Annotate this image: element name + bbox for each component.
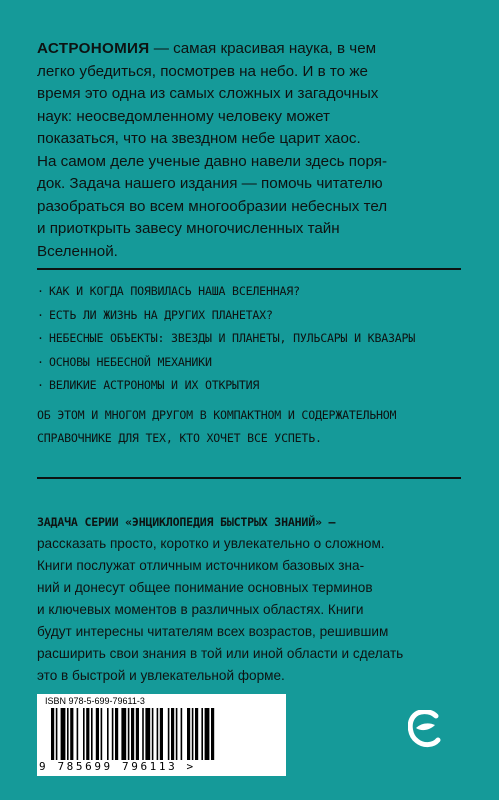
barcode-bar bbox=[205, 708, 210, 760]
barcode-bar bbox=[131, 708, 134, 760]
barcode-bar bbox=[61, 708, 66, 760]
barcode-bar bbox=[168, 708, 170, 760]
divider-top bbox=[37, 268, 461, 270]
bullet-marker: · bbox=[37, 331, 44, 346]
barcode-bar bbox=[83, 708, 85, 760]
topic-list bbox=[37, 283, 467, 401]
intro-paragraph bbox=[37, 38, 467, 263]
barcode bbox=[37, 694, 286, 776]
intro-line: легко убедиться, посмотрев на небо. И в то же bbox=[37, 62, 368, 80]
intro-line: время это одна из самых сложных и загадочных bbox=[37, 85, 379, 102]
barcode-bar bbox=[211, 708, 214, 760]
barcode-bar bbox=[86, 708, 89, 760]
barcode-bar bbox=[195, 708, 198, 760]
barcode-bar bbox=[142, 708, 144, 760]
barcode-bar bbox=[77, 708, 79, 760]
barcode-bar bbox=[115, 708, 118, 760]
barcode-bar bbox=[51, 708, 54, 760]
barcode-bar bbox=[192, 708, 194, 760]
about-text bbox=[37, 404, 467, 450]
list-item bbox=[37, 283, 467, 299]
barcode-bar bbox=[112, 708, 114, 760]
bullet-marker: · bbox=[37, 354, 44, 369]
intro-line: показаться, что на звездном небе царит хаос. bbox=[37, 130, 361, 147]
list-item-label: ЕСТЬ ЛИ ЖИЗНЬ НА ДРУГИХ ПЛАНЕТАХ? bbox=[49, 307, 273, 322]
divider-bottom bbox=[37, 477, 461, 479]
series-description bbox=[37, 511, 465, 687]
barcode-bar bbox=[157, 708, 159, 760]
barcode-bar bbox=[152, 708, 154, 760]
publisher-e-logo-icon bbox=[408, 710, 442, 748]
series-line: и ключевых моментов в различных областях. Книги bbox=[37, 602, 364, 617]
barcode-bar bbox=[96, 708, 99, 760]
barcode-bar bbox=[101, 708, 103, 760]
intro-line: — самая красивая наука, в чем bbox=[149, 40, 377, 57]
barcode-bar bbox=[171, 708, 174, 760]
barcode-bar bbox=[121, 708, 126, 760]
list-item-label: ВЕЛИКИЕ АСТРОНОМЫ И ИХ ОТКРЫТИЯ bbox=[49, 378, 260, 393]
intro-line: док. Задача нашего издания — помочь читателю bbox=[37, 175, 383, 192]
barcode-bar bbox=[160, 708, 163, 760]
barcode-bar bbox=[187, 708, 190, 760]
barcode-bar bbox=[181, 708, 183, 760]
barcode-bar bbox=[136, 708, 139, 760]
series-line: ний и донесут общее понимание основных терминов bbox=[37, 580, 373, 595]
intro-line: На самом деле ученые давно навели здесь поря- bbox=[37, 152, 388, 170]
intro-title: АСТРОНОМИЯ bbox=[37, 40, 150, 57]
barcode-bar bbox=[128, 708, 130, 760]
intro-line: наук: неосведомленному человеку может bbox=[37, 107, 331, 125]
bullet-marker: · bbox=[37, 378, 44, 393]
barcode-bars bbox=[51, 708, 271, 760]
barcode-bar bbox=[145, 708, 150, 760]
barcode-bar bbox=[67, 708, 69, 760]
series-title: ЗАДАЧА СЕРИИ «ЭНЦИКЛОПЕДИЯ БЫСТРЫХ ЗНАНИЙ» — bbox=[37, 515, 336, 529]
barcode-bar bbox=[201, 708, 203, 760]
list-item-label: КАК И КОГДА ПОЯВИЛАСЬ НАША ВСЕЛЕННАЯ? bbox=[49, 284, 300, 298]
about-line: ОБ ЭТОМ И МНОГОМ ДРУГОМ В КОМПАКТНОМ И СОДЕРЖАТЕЛЬНОМ bbox=[37, 408, 397, 422]
series-line: рассказать просто, коротко и увлекательно о сложном. bbox=[37, 536, 385, 551]
isbn-label: ISBN 978-5-699-79611-3 bbox=[45, 696, 145, 706]
list-item bbox=[37, 330, 467, 346]
series-line: Книги послужат отличным источником базовых зна- bbox=[37, 558, 365, 573]
series-line: расширить свои знания в той или иной области и сделать bbox=[37, 646, 404, 661]
bullet-marker: · bbox=[37, 307, 44, 322]
intro-line: Вселенной. bbox=[37, 242, 118, 260]
barcode-bar bbox=[107, 708, 109, 760]
bullet-marker: · bbox=[37, 284, 44, 298]
list-item bbox=[37, 307, 467, 323]
barcode-bar bbox=[56, 708, 58, 760]
list-item-label: ОСНОВЫ НЕБЕСНОЙ МЕХАНИКИ bbox=[49, 354, 212, 369]
barcode-digits: 9 785699 796113 > bbox=[39, 760, 196, 773]
list-item bbox=[37, 377, 467, 393]
barcode-bar bbox=[70, 708, 73, 760]
barcode-bar bbox=[176, 708, 178, 760]
intro-line: и приоткрыть завесу многочисленных тайн bbox=[37, 220, 340, 237]
list-item-label: НЕБЕСНЫЕ ОБЪЕКТЫ: ЗВЕЗДЫ И ПЛАНЕТЫ, ПУЛЬСАРЫ И КВАЗАРЫ bbox=[49, 331, 416, 346]
series-line: это в быстрой и увлекательной форме. bbox=[37, 668, 285, 683]
list-item bbox=[37, 354, 467, 370]
series-line: будут интересны читателям всех возрастов, решившим bbox=[37, 624, 389, 639]
intro-line: разобраться во всем многообразии небесных тел bbox=[37, 197, 388, 215]
about-line: СПРАВОЧНИКЕ ДЛЯ ТЕХ, КТО ХОЧЕТ ВСЕ УСПЕТЬ. bbox=[37, 431, 322, 445]
barcode-bar bbox=[91, 708, 93, 760]
